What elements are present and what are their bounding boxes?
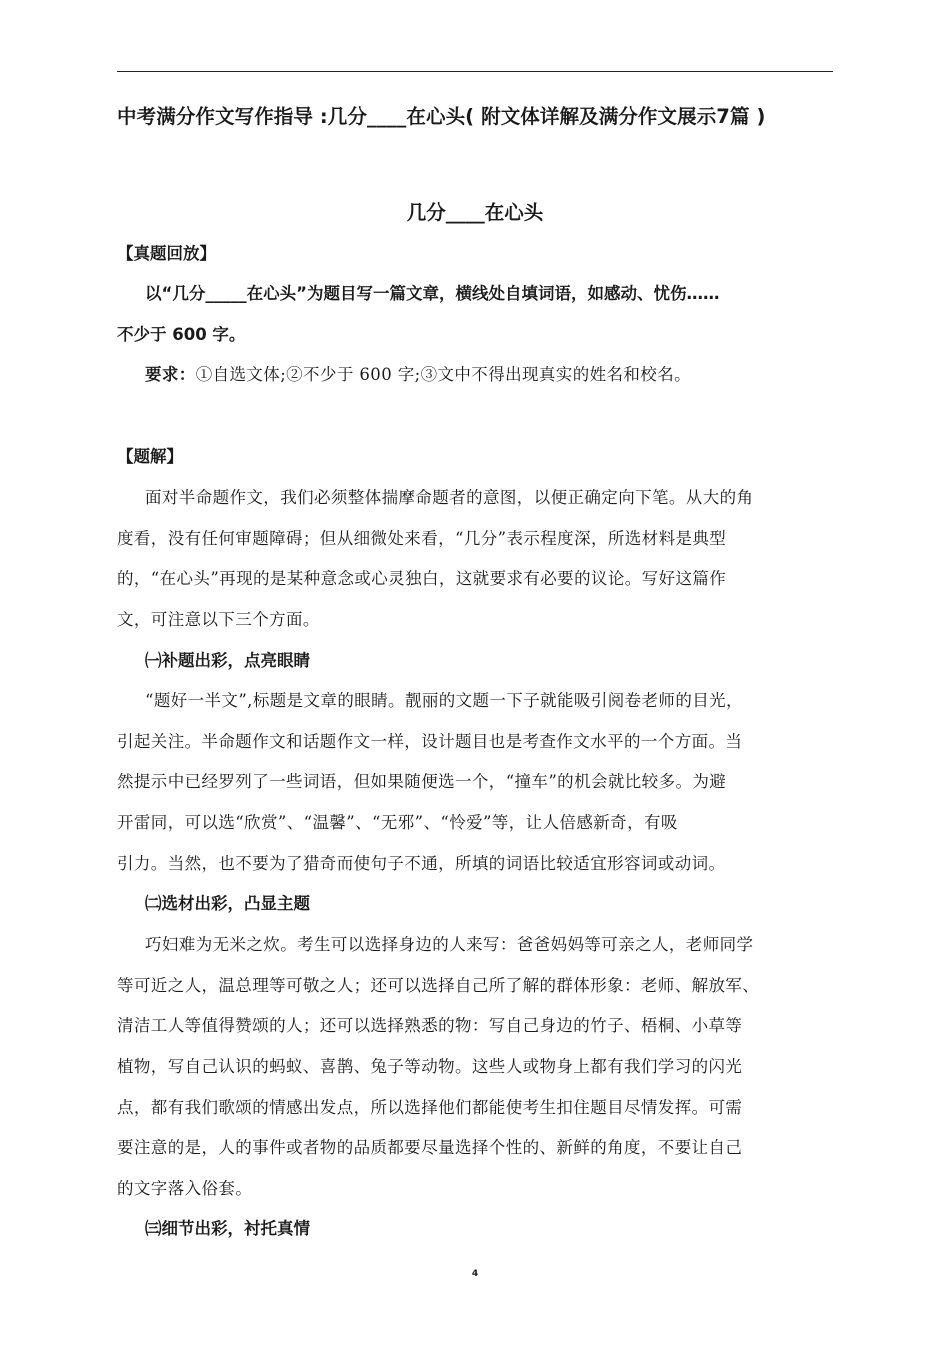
point-1-line: 开雷同，可以选“欣赏”、“温馨”、“无邪”、“怜爱”等，让人倍感新奇，有吸 [117,813,678,832]
page-number: 4 [471,1269,479,1279]
requirements-text: ①自选文体;②不少于 600 字;③文中不得出现真实的姓名和校名。 [195,365,692,384]
point-2-heading: ㈡选材出彩，凸显主题 [145,894,310,913]
prompt-line-2: 不少于 600 字。 [117,325,246,344]
requirements-line [145,361,691,385]
analysis-heading: 【题解】 [117,447,183,466]
analysis-line: 的，“在心头”再现的是某种意念或心灵独白，这就要求有必要的议论。写好这篇作 [117,569,727,588]
point-1-heading: ㈠补题出彩，点亮眼睛 [145,651,310,670]
point-2-line: 要注意的是，人的事件或者物的品质都要尽量选择个性的、新鲜的角度，不要让自己 [117,1138,743,1157]
point-1-line: 引起关注。半命题作文和话题作文一样，设计题目也是考查作文水平的一个方面。当 [117,732,743,751]
analysis-line: 文，可注意以下三个方面。 [117,610,320,629]
point-2-line: 等可近之人，温总理等可敬之人；还可以选择自己所了解的群体形象：老师、解放军、 [117,976,760,995]
point-2-line: 巧妇难为无米之炊。考生可以选择身边的人来写：爸爸妈妈等可亲之人，老师同学 [145,935,754,954]
point-2-line: 清洁工人等值得赞颂的人；还可以选择熟悉的物：写自己身边的竹子、梧桐、小草等 [117,1016,743,1035]
point-1-line: 引力。当然，也不要为了猎奇而使句子不通，所填的词语比较适宜形容词或动词。 [117,854,726,873]
document-title: 中考满分作文写作指导 :几分____在心头( 附文体详解及满分作文展示7篇 ) [117,105,766,128]
point-2-line: 植物，写自己认识的蚂蚁、喜鹊、兔子等动物。这些人或物身上都有我们学习的闪光 [117,1057,743,1076]
point-1-line: “题好一半文”,标题是文章的眼睛。靓丽的文题一下子就能吸引阅卷老师的目光， [145,691,743,710]
header-rule [117,71,833,72]
requirements-label: 要求： [145,365,196,384]
point-3-heading: ㈢细节出彩，衬托真情 [145,1219,310,1238]
analysis-line: 度看，没有任何审题障碍；但从细微处来看，“几分”表示程度深，所选材料是典型 [117,529,727,548]
point-2-line: 点，都有我们歌颂的情感出发点，所以选择他们都能使考生扣住题目尽情发挥。可需 [117,1098,743,1117]
point-2-line: 的文字落入俗套。 [117,1179,253,1198]
prompt-line-1: 以“几分_____在心头”为题目写一篇文章，横线处自填词语，如感动、忧伤…… [145,284,720,303]
analysis-line: 面对半命题作文，我们必须整体揣摩命题者的意图，以便正确定向下笔。从大的角 [145,488,754,507]
section-title: 几分____在心头 [406,201,544,224]
point-1-line: 然提示中已经罗列了一些词语，但如果随便选一个，“撞车”的机会就比较多。为避 [117,772,727,791]
past-question-heading: 【真题回放】 [117,244,216,263]
